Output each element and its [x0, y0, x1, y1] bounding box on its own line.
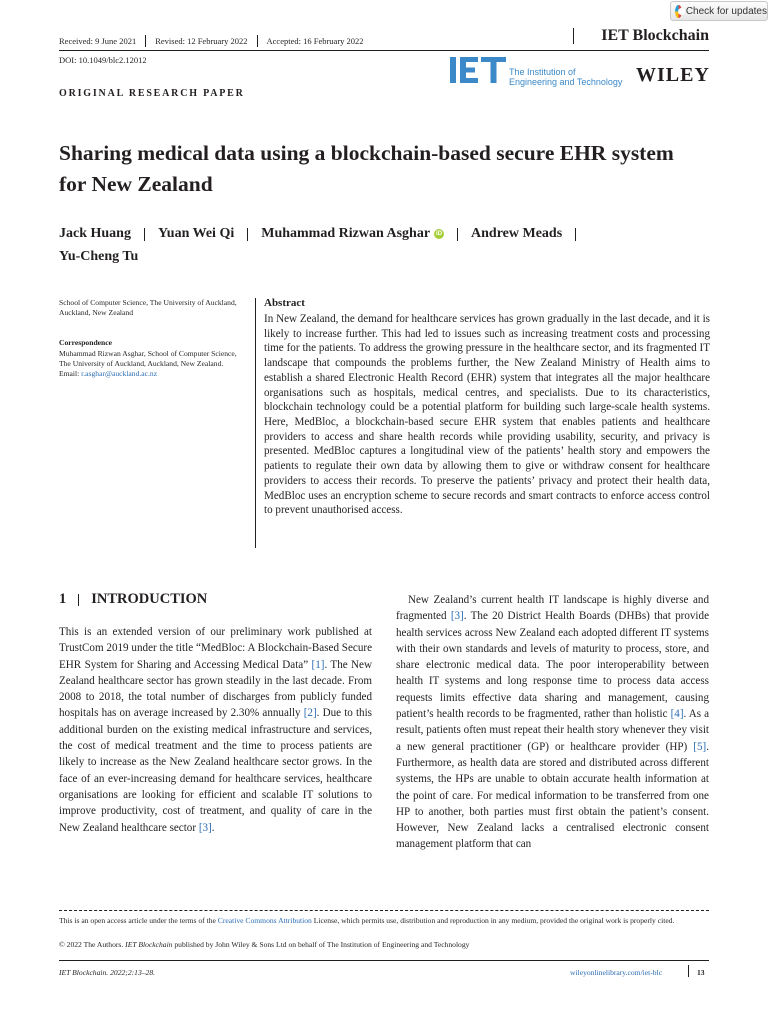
citation-link[interactable]: [2]: [303, 707, 317, 720]
copyright-note: [59, 940, 709, 949]
iet-logo-line: Engineering and Technology: [509, 77, 623, 87]
body-column-left: [59, 624, 372, 836]
author-list: [59, 226, 589, 242]
page-number: 13: [697, 968, 705, 977]
email-link[interactable]: r.asghar@auckland.ac.nz: [81, 369, 158, 378]
revised-date: Revised: 12 February 2022: [155, 36, 248, 46]
article-dates: [59, 35, 364, 47]
footer-rule: [59, 960, 709, 961]
author-name: Yuan Wei Qi: [157, 226, 235, 241]
abstract-text: In New Zealand, the demand for healthcare services has grown gradually in the last decade, and it is likely to increase further. This had led to issues such as increasing treatment costs and processing time for the patients. To address the growing pressure in the healthcare sector, and its fragmented IT landscape that compounds the problems further, the New Zealand Ministry of Health aims to establish a shared Electronic Health Record (EHR) system that integrates all the major healthcare organisations such as hospitals, medical centres, and specialists. Due to its characteristics, blockchain technology could be a potential platform for building such large-scale health systems. Here, MedBloc, a blockchain-based secure EHR system that enables patients and healthcare providers to access and share health records while providing usability, security, and privacy is presented. MedBloc captures a longitudinal view of the patients’ health story and empowers the patients to regulate their own data by allowing them to give or withdraw consent for healthcare providers to access their records. To preserve the patients’ privacy and protect their health data, MedBloc uses an encryption scheme to secure records and smart contracts to enforce access control to prevent unauthorised access.: [264, 313, 710, 517]
footnote-journal: IET Blockchain: [125, 940, 173, 949]
orcid-icon[interactable]: iD: [436, 231, 443, 237]
check-for-updates-label: Check for updates: [685, 5, 767, 17]
doi: DOI: 10.1049/blc2.12012: [59, 55, 147, 65]
author-name: Andrew Meads: [471, 226, 563, 241]
received-date: Received: 9 June 2021: [59, 36, 137, 46]
email-label: Email:: [59, 369, 80, 378]
body-column-right: [396, 592, 709, 853]
divider: [257, 35, 258, 47]
body-text: New Zealand’s current health IT landscape is highly diverse and fragmented: [396, 594, 709, 623]
author-name: Muhammad Rizwan Asghar: [261, 226, 431, 241]
body-text: . As a result, patients often must repeat their health story whenever they visit a new general practitioner (GP) or healthcare provider (HP): [396, 708, 709, 753]
divider: [145, 35, 146, 47]
citation-line: IET Blockchain. 2022;2:13–28.: [59, 968, 156, 977]
citation-link[interactable]: [3]: [450, 610, 464, 623]
body-text: This is an extended version of our preliminary work published at TrustCom 2019 under the title “MedBloc: A Blockchain-Based Secure EHR System for Sharing and Accessing Medical Data”: [59, 626, 372, 671]
citation-link[interactable]: [3]: [198, 821, 212, 834]
header-rule: [59, 50, 709, 51]
journal-name: IET Blockchain: [580, 27, 709, 45]
correspondence-heading: Correspondence: [59, 338, 113, 347]
license-note: [59, 915, 709, 926]
body-text: . The 20 District Health Boards (DHBs) that provide health services across New Zealand each adopted different IT systems with their own standards and levels of maturity to process, store, and share electronic medical data. The poor interoperability between health IT systems and long response time to process data access requests limits effective data sharing and management, causing patient’s health records to be fragmented, rather than holistic: [396, 610, 709, 721]
article-type: ORIGINAL RESEARCH PAPER: [59, 88, 245, 99]
divider: [575, 228, 576, 241]
affiliation: School of Computer Science, The University of Auckland, Auckland, New Zealand: [59, 298, 237, 317]
footnote-rule: [59, 910, 709, 911]
body-text: . Furthermore, as health data are stored and distributed across different systems, the HPs are unable to obtain accurate health information at the point of care. For medical information to be transferred from one HP to another, both parties must first obtain the patient’s consent. However, New Zealand lacks a centralised electronic consent management platform that can: [396, 740, 709, 851]
body-text: . The New Zealand healthcare sector has grown steadily in the last decade. From 2008 to 2018, the total number of discharges from publicly funded hospitals has on average increased by 2.30% annually: [59, 658, 372, 720]
divider: [457, 228, 458, 241]
citation-link[interactable]: [4]: [670, 708, 684, 721]
license-link[interactable]: Creative Commons Attribution: [217, 916, 312, 925]
divider: [688, 965, 689, 977]
abstract-heading: Abstract: [264, 297, 305, 309]
divider: [144, 228, 145, 241]
footnote-text: published by John Wiley & Sons Ltd on behalf of The Institution of Engineering and Technology: [172, 940, 470, 949]
check-for-updates-badge[interactable]: [670, 1, 768, 21]
correspondence: [59, 349, 249, 379]
iet-logo-icon: [450, 57, 506, 83]
accepted-date: Accepted: 16 February 2022: [266, 36, 364, 46]
paper-title: Sharing medical data using a blockchain-based secure EHR system for New Zealand: [59, 141, 674, 196]
journal-url[interactable]: wileyonlinelibrary.com/iet-blc: [570, 968, 663, 977]
citation-link[interactable]: [5]: [693, 740, 707, 753]
abstract-rule: [255, 298, 256, 548]
section-heading: [59, 591, 207, 608]
section-title: INTRODUCTION: [91, 591, 208, 607]
wiley-logo: WILEY: [636, 64, 710, 86]
footnote-text: This is an open access article under the terms of the: [59, 916, 218, 925]
divider: [247, 228, 248, 241]
author-name: Jack Huang: [59, 226, 131, 241]
section-number: 1: [59, 591, 67, 607]
author-name: Yu-Cheng Tu: [59, 249, 139, 264]
body-text: .: [211, 821, 215, 834]
divider: [78, 594, 79, 606]
paragraph: [396, 592, 709, 853]
iet-logo-text: [509, 67, 622, 87]
crossmark-icon: [675, 5, 682, 18]
correspondence-text: Muhammad Rizwan Asghar, School of Computer Science, The University of Auckland, Auckland, New Zealand.: [59, 349, 237, 368]
footnote-text: © 2022 The Authors.: [59, 940, 126, 949]
footnote-text: License, which permits use, distribution and reproduction in any medium, provided the original work is properly cited.: [311, 916, 675, 925]
body-text: . Due to this additional burden on the existing medical infrastructure and services, the cost of medical treatment and the time to process patients are likely to increase as the New Zealand healthcare sector grows. In the face of an ever-increasing demand for healthcare services, healthcare organisations are looking for efficient and scalable IT solutions to improve productivity, cost of treatment, and quality of care in the New Zealand healthcare sector: [59, 707, 372, 834]
citation-link[interactable]: [1]: [311, 658, 325, 671]
iet-logo-line: The Institution of: [509, 67, 576, 77]
